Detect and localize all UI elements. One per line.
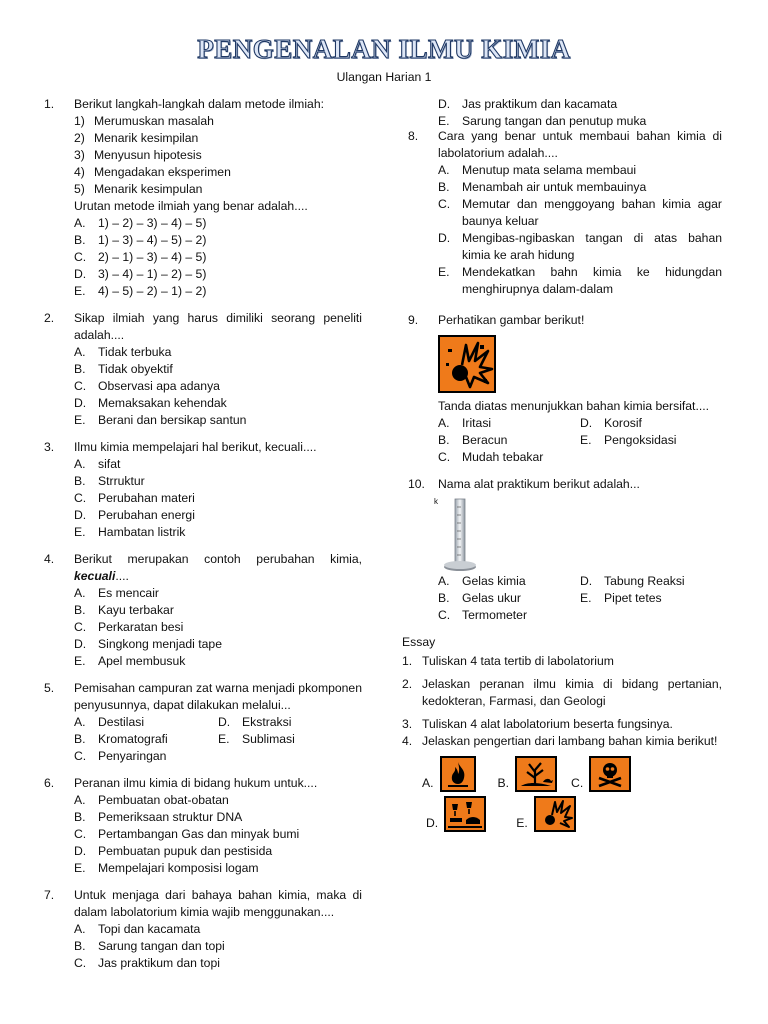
symbol-label: C. [571, 776, 584, 790]
question-stem: Untuk menjaga dari bahaya bahan kimia, maka di dalam labolatorium kimia wajib menggunakan.... [74, 888, 362, 919]
step-label: 3) [74, 148, 85, 162]
option-label: C. [74, 250, 87, 264]
option-item [438, 179, 722, 196]
option-text: Perubahan materi [98, 491, 195, 505]
option-item [74, 232, 362, 249]
option-label: B. [438, 180, 450, 194]
question-stem-text: Berikut merupakan contoh perubahan kimia, [74, 552, 362, 566]
option-label: A. [74, 715, 86, 729]
question-7-continued [404, 96, 722, 130]
explosive-hazard-icon [534, 796, 576, 832]
option-label: A. [74, 922, 86, 936]
option-label: E. [438, 265, 450, 279]
option-item [74, 524, 362, 541]
option-text: Singkong menjadi tape [98, 637, 222, 651]
question-10 [404, 476, 722, 624]
option-label: A. [74, 457, 86, 471]
symbol-label: D. [426, 816, 439, 830]
question-4 [40, 551, 362, 670]
option-text: Termometer [462, 608, 528, 622]
option-item [74, 843, 362, 860]
question-stem-emphasis: kecuali [74, 569, 116, 583]
question-stem-2: Tanda diatas menunjukkan bahan kimia bersifat.... [438, 399, 709, 413]
option-item [74, 395, 362, 412]
option-item [74, 860, 362, 877]
option-text: Jas praktikum dan kacamata [462, 97, 618, 111]
option-text: Memaksakan kehendak [98, 396, 227, 410]
option-label: B. [438, 433, 450, 447]
option-item [438, 590, 580, 607]
option-label: B. [438, 591, 450, 605]
essay-text: Jelaskan pengertian dari lambang bahan kimia berikut! [422, 734, 718, 748]
option-item [438, 196, 722, 230]
option-item [74, 809, 362, 826]
question-number: 8. [408, 129, 419, 143]
measuring-cylinder-figure [434, 493, 722, 573]
option-label: E. [74, 861, 86, 875]
option-text: Mudah tebakar [462, 450, 544, 464]
option-text: Menambah air untuk membauinya [462, 180, 647, 194]
option-label: B. [74, 362, 86, 376]
essay-item [402, 716, 722, 733]
question-3 [40, 439, 362, 541]
option-text: Menutup mata selama membaui [462, 163, 637, 177]
option-item [438, 96, 722, 113]
option-label: C. [74, 827, 87, 841]
hazard-symbol-c [571, 756, 631, 792]
option-item [74, 283, 362, 300]
question-stem: Ilmu kimia mempelajari hal berikut, kecuali.... [74, 440, 317, 454]
option-item [74, 619, 362, 636]
question-number: 1. [44, 97, 55, 111]
option-text: 1) – 2) – 3) – 4) – 5) [98, 216, 207, 230]
hazard-symbol-e [516, 796, 576, 832]
option-row [74, 714, 362, 731]
hazard-symbol-a [422, 756, 476, 792]
step-item [74, 113, 362, 130]
option-item [438, 415, 580, 432]
option-label: A. [438, 416, 450, 430]
essay-text: Tuliskan 4 alat labolatorium beserta fungsinya. [422, 717, 673, 731]
option-text: Pembuatan obat-obatan [98, 793, 229, 807]
option-label: A. [74, 793, 86, 807]
option-item [74, 456, 362, 473]
option-item [438, 162, 722, 179]
option-label: C. [438, 197, 451, 211]
option-text: Sublimasi [242, 732, 295, 746]
right-column [404, 96, 722, 832]
option-text: Tabung Reaksi [604, 574, 685, 588]
symbol-label: B. [497, 776, 510, 790]
option-item [74, 731, 218, 748]
option-item [74, 507, 362, 524]
option-text: Jas praktikum dan topi [98, 956, 220, 970]
option-text: sifat [98, 457, 121, 471]
option-label: A. [438, 163, 450, 177]
option-item [438, 573, 580, 590]
question-7 [40, 887, 362, 972]
option-label: B. [74, 939, 86, 953]
option-label: C. [74, 956, 87, 970]
option-text: Sarung tangan dan topi [98, 939, 225, 953]
option-item [74, 412, 362, 429]
option-text: Perubahan energi [98, 508, 195, 522]
option-text: Pembuatan pupuk dan pestisida [98, 844, 273, 858]
option-text: Gelas ukur [462, 591, 521, 605]
essay-number: 4. [402, 734, 413, 748]
page-subtitle: Ulangan Harian 1 [336, 70, 432, 84]
option-item [74, 955, 362, 972]
option-label: E. [438, 114, 450, 128]
option-label: D. [74, 508, 87, 522]
option-label: C. [438, 608, 451, 622]
option-label: B. [74, 810, 86, 824]
option-item [438, 449, 722, 466]
option-label: C. [74, 379, 87, 393]
figure-mark: k [434, 497, 438, 506]
question-stem-tail: .... [115, 569, 129, 583]
essay-text: Tuliskan 4 tata tertib di labolatorium [422, 654, 614, 668]
question-stem: Berikut langkah-langkah dalam metode ilmiah: [74, 97, 324, 111]
essay-number: 1. [402, 654, 413, 668]
question-6 [40, 775, 362, 877]
step-text: Menarik kesimpilan [94, 131, 199, 145]
option-label: E. [580, 433, 592, 447]
question-stem: Pemisahan campuran zat warna menjadi pkomponen penyusunnya, dapat dilakukan melalui... [74, 681, 362, 712]
option-item [580, 573, 722, 590]
left-column [40, 96, 362, 982]
question-8 [404, 128, 722, 298]
step-label: 4) [74, 165, 85, 179]
option-item [218, 731, 362, 748]
page-title: PENGENALAN ILMU KIMIA [197, 34, 571, 64]
option-item [580, 432, 722, 449]
symbol-label: E. [516, 816, 528, 830]
step-text: Menarik kesimpulan [94, 182, 203, 196]
step-item [74, 130, 362, 147]
option-label: E. [74, 525, 86, 539]
step-item [74, 181, 362, 198]
option-item [74, 714, 218, 731]
option-item [74, 378, 362, 395]
option-label: D. [438, 97, 451, 111]
question-stem [74, 551, 362, 585]
question-number: 5. [44, 681, 55, 695]
option-label: E. [74, 284, 86, 298]
question-9 [404, 312, 722, 466]
option-text: Hambatan listrik [98, 525, 186, 539]
option-label: D. [74, 396, 87, 410]
option-text: Sarung tangan dan penutup muka [462, 114, 647, 128]
option-text: Ekstraksi [242, 715, 292, 729]
corrosive-hazard-icon [444, 796, 486, 832]
option-text: Memutar dan menggoyang bahan kimia agar baunya keluar [462, 197, 722, 228]
flammable-hazard-icon [440, 756, 476, 792]
option-label: D. [74, 637, 87, 651]
step-text: Mengadakan eksperimen [94, 165, 231, 179]
essay-number: 3. [402, 717, 413, 731]
option-item [74, 361, 362, 378]
question-stem-2: Urutan metode ilmiah yang benar adalah.... [74, 199, 308, 213]
option-label: C. [74, 749, 87, 763]
option-text: Kromatografi [98, 732, 168, 746]
option-label: E. [580, 591, 592, 605]
option-label: A. [74, 586, 86, 600]
question-stem: Cara yang benar untuk membaui bahan kimia di labolatorium adalah.... [438, 129, 722, 160]
option-item [74, 636, 362, 653]
option-text: Gelas kimia [462, 574, 526, 588]
symbol-label: A. [422, 776, 434, 790]
option-item [74, 938, 362, 955]
option-label: D. [580, 574, 593, 588]
option-item [438, 264, 722, 298]
option-item [74, 602, 362, 619]
option-item [438, 607, 722, 624]
question-number: 10. [408, 477, 425, 491]
option-label: E. [74, 654, 86, 668]
option-text: Perkaratan besi [98, 620, 184, 634]
option-label: D. [218, 715, 231, 729]
option-text: Mengibas-ngibaskan tangan di atas bahan kimia ke arah hidung [462, 231, 722, 262]
option-text: Penyaringan [98, 749, 167, 763]
option-text: 4) – 5) – 2) – 1) – 2) [98, 284, 207, 298]
option-item [74, 266, 362, 283]
step-text: Merumuskan masalah [94, 114, 214, 128]
question-number: 7. [44, 888, 55, 902]
essay-item [402, 733, 722, 750]
step-label: 1) [74, 114, 85, 128]
option-label: A. [74, 345, 86, 359]
explosive-hazard-icon [438, 335, 496, 393]
option-label: D. [74, 267, 87, 281]
option-label: D. [580, 416, 593, 430]
option-text: 1) – 3) – 4) – 5) – 2) [98, 233, 207, 247]
option-item [74, 344, 362, 361]
option-text: Mendekatkan bahn kimia ke hidungdan menghirupnya dalam-dalam [462, 265, 722, 296]
option-text: Tidak obyektif [98, 362, 173, 376]
step-label: 5) [74, 182, 85, 196]
option-text: Mempelajari komposisi logam [98, 861, 259, 875]
question-number: 2. [44, 311, 55, 325]
option-label: E. [218, 732, 230, 746]
option-item [74, 490, 362, 507]
option-label: A. [438, 574, 450, 588]
option-item [74, 215, 362, 232]
option-label: B. [74, 233, 86, 247]
essay-section [402, 634, 722, 832]
option-label: B. [74, 474, 86, 488]
question-stem: Peranan ilmu kimia di bidang hukum untuk.... [74, 776, 318, 790]
option-text: Tidak terbuka [98, 345, 172, 359]
question-stem: Sikap ilmiah yang harus dimiliki seorang peneliti adalah.... [74, 311, 362, 342]
option-label: E. [74, 413, 86, 427]
essay-number: 2. [402, 677, 413, 691]
question-number: 3. [44, 440, 55, 454]
option-text: Korosif [604, 416, 642, 430]
step-text: Menyusun hipotesis [94, 148, 202, 162]
hazard-symbol-row [422, 756, 722, 792]
option-text: Observasi apa adanya [98, 379, 220, 393]
option-item [580, 415, 722, 432]
option-item [74, 473, 362, 490]
option-item [74, 585, 362, 602]
option-label: D. [438, 231, 451, 245]
option-item [218, 714, 362, 731]
question-2 [40, 310, 362, 429]
option-row [74, 731, 362, 748]
option-item [74, 748, 362, 765]
option-row [438, 432, 722, 449]
option-text: Pengoksidasi [604, 433, 677, 447]
option-item [438, 432, 580, 449]
option-text: Beracun [462, 433, 508, 447]
option-text: Es mencair [98, 586, 159, 600]
option-text: Iritasi [462, 416, 492, 430]
option-label: C. [74, 491, 87, 505]
option-row [438, 573, 722, 590]
measuring-cylinder-icon [440, 495, 480, 575]
option-item [438, 230, 722, 264]
option-row [438, 415, 722, 432]
option-text: Kayu terbakar [98, 603, 174, 617]
option-label: A. [74, 216, 86, 230]
essay-item [402, 653, 722, 670]
option-text: Strruktur [98, 474, 145, 488]
environment-hazard-icon [515, 756, 557, 792]
option-label: B. [74, 732, 86, 746]
option-text: 2) – 1) – 3) – 4) – 5) [98, 250, 207, 264]
option-text: Pertambangan Gas dan minyak bumi [98, 827, 300, 841]
option-label: D. [74, 844, 87, 858]
option-text: Apel membusuk [98, 654, 186, 668]
essay-heading: Essay [402, 635, 436, 649]
option-label: B. [74, 603, 86, 617]
question-number: 6. [44, 776, 55, 790]
hazard-symbol-d [426, 796, 486, 832]
essay-item [402, 676, 722, 710]
question-number: 4. [44, 552, 55, 566]
step-label: 2) [74, 131, 85, 145]
option-item [74, 792, 362, 809]
step-item [74, 164, 362, 181]
question-number: 9. [408, 313, 419, 327]
question-5 [40, 680, 362, 765]
option-text: Destilasi [98, 715, 145, 729]
option-label: C. [438, 450, 451, 464]
hazard-symbol-row-2 [426, 796, 722, 832]
step-item [74, 147, 362, 164]
option-item [580, 590, 722, 607]
question-1 [40, 96, 362, 300]
option-item [74, 826, 362, 843]
toxic-hazard-icon [589, 756, 631, 792]
question-stem: Perhatikan gambar berikut! [438, 313, 585, 327]
option-text: Berani dan bersikap santun [98, 413, 247, 427]
option-text: Topi dan kacamata [98, 922, 201, 936]
option-item [74, 249, 362, 266]
essay-text: Jelaskan peranan ilmu kimia di bidang pertanian, kedokteran, Farmasi, dan Geologi [422, 677, 722, 708]
option-row [438, 590, 722, 607]
option-text: Pemeriksaan struktur DNA [98, 810, 243, 824]
question-stem: Nama alat praktikum berikut adalah... [438, 477, 640, 491]
option-item [74, 921, 362, 938]
option-text: Pipet tetes [604, 591, 662, 605]
option-text: 3) – 4) – 1) – 2) – 5) [98, 267, 207, 281]
option-label: C. [74, 620, 87, 634]
hazard-symbol-b [498, 756, 558, 792]
option-item [74, 653, 362, 670]
